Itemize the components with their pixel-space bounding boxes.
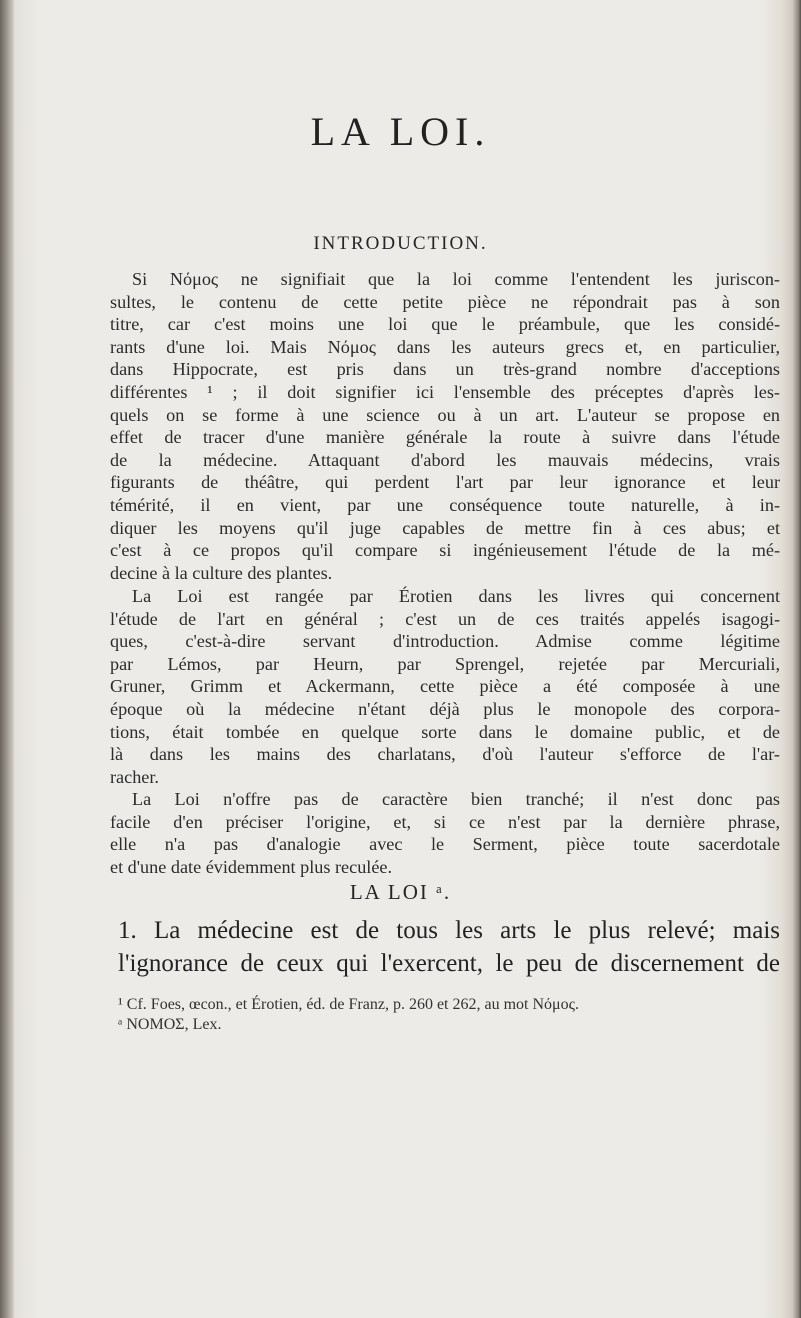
text-line: Gruner, Grimm et Ackermann, cette pièce a été composée à une: [110, 676, 780, 697]
text-line: Si Νόμος ne signifiait que la loi comme l'entendent les juriscon-: [132, 269, 780, 289]
introduction-paragraph-2: [110, 585, 780, 788]
text-line: elle n'a pas d'analogie avec le Serment, pièce toute sacerdotale: [110, 834, 780, 855]
section-heading: INTRODUCTION.: [313, 233, 488, 254]
law-heading: LA LOI ᵃ.: [349, 880, 452, 904]
introduction-paragraph-1: [110, 268, 780, 584]
footnote: ᵃ ΝΟΜΟΣ, Lex.: [118, 1016, 222, 1033]
text-line: l'étude de l'art en général ; c'est un de ces traités appelés isagogi-: [110, 608, 780, 629]
text-line: La Loi n'offre pas de caractère bien tranché; il n'est donc pas: [132, 789, 780, 809]
page-binding-shadow: [0, 0, 14, 1318]
text-line: l'ignorance de ceux qui l'exercent, le peu de discernement de: [118, 950, 780, 977]
text-line: dans Hippocrate, est pris dans un très-grand nombre d'acceptions: [110, 359, 780, 380]
text-line: facile d'en préciser l'origine, et, si ce n'est par la dernière phrase,: [110, 811, 780, 832]
text-line: racher.: [110, 766, 159, 787]
text-line: de la médecine. Attaquant d'abord les mauvais médecins, vrais: [110, 449, 780, 470]
text-line: différentes ¹ ; il doit signifier ici l'ensemble des préceptes d'après les-: [110, 381, 780, 402]
text-line: ques, c'est-à-dire servant d'introduction. Admise comme légitime: [110, 631, 780, 652]
text-line: La Loi est rangée par Érotien dans les livres qui concernent: [132, 586, 780, 606]
text-line: effet de tracer d'une manière générale la route à suivre dans l'étude: [110, 427, 780, 448]
text-line: rants d'une loi. Mais Νόμος dans les auteurs grecs et, en particulier,: [110, 336, 780, 357]
text-line: et d'une date évidemment plus reculée.: [110, 856, 393, 877]
footnote: ¹ Cf. Foes, œcon., et Érotien, éd. de Franz, p. 260 et 262, au mot Νόμος.: [118, 996, 579, 1013]
running-head: LA LOI.: [310, 109, 491, 154]
body-text: [118, 914, 780, 980]
text-line: diquer les moyens qu'il juge capables de mettre fin à ces abus; et: [110, 517, 780, 538]
text-line: sultes, le contenu de cette petite pièce ne répondrait pas à son: [110, 291, 780, 312]
text-line: titre, car c'est moins une loi que le préambule, que les considé-: [110, 314, 780, 335]
text-line: figurants de théâtre, qui perdent l'art par leur ignorance et leur: [110, 472, 780, 493]
text-line: époque où la médecine n'étant déjà plus le monopole des corpora-: [110, 698, 780, 719]
text-line: 1. La médecine est de tous les arts le plus relevé; mais: [118, 917, 780, 944]
page-edge-shadow: [792, 0, 801, 1318]
text-line: decine à la culture des plantes.: [110, 562, 333, 583]
text-line: témérité, il en vient, par une conséquence toute naturelle, à in-: [110, 494, 780, 515]
text-line: par Lémos, par Heurn, par Sprengel, rejetée par Mercuriali,: [110, 653, 780, 674]
text-line: quels on se forme à une science ou à un art. L'auteur se propose en: [110, 404, 780, 425]
introduction-paragraph-3: [110, 788, 780, 878]
footnotes: [118, 995, 780, 1035]
text-line: là dans les mains des charlatans, d'où l'auteur s'efforce de l'ar-: [110, 744, 780, 765]
text-line: c'est à ce propos qu'il compare si ingénieusement l'étude de la mé-: [110, 540, 780, 561]
text-line: tions, était tombée en quelque sorte dans le domaine public, et de: [110, 721, 780, 742]
